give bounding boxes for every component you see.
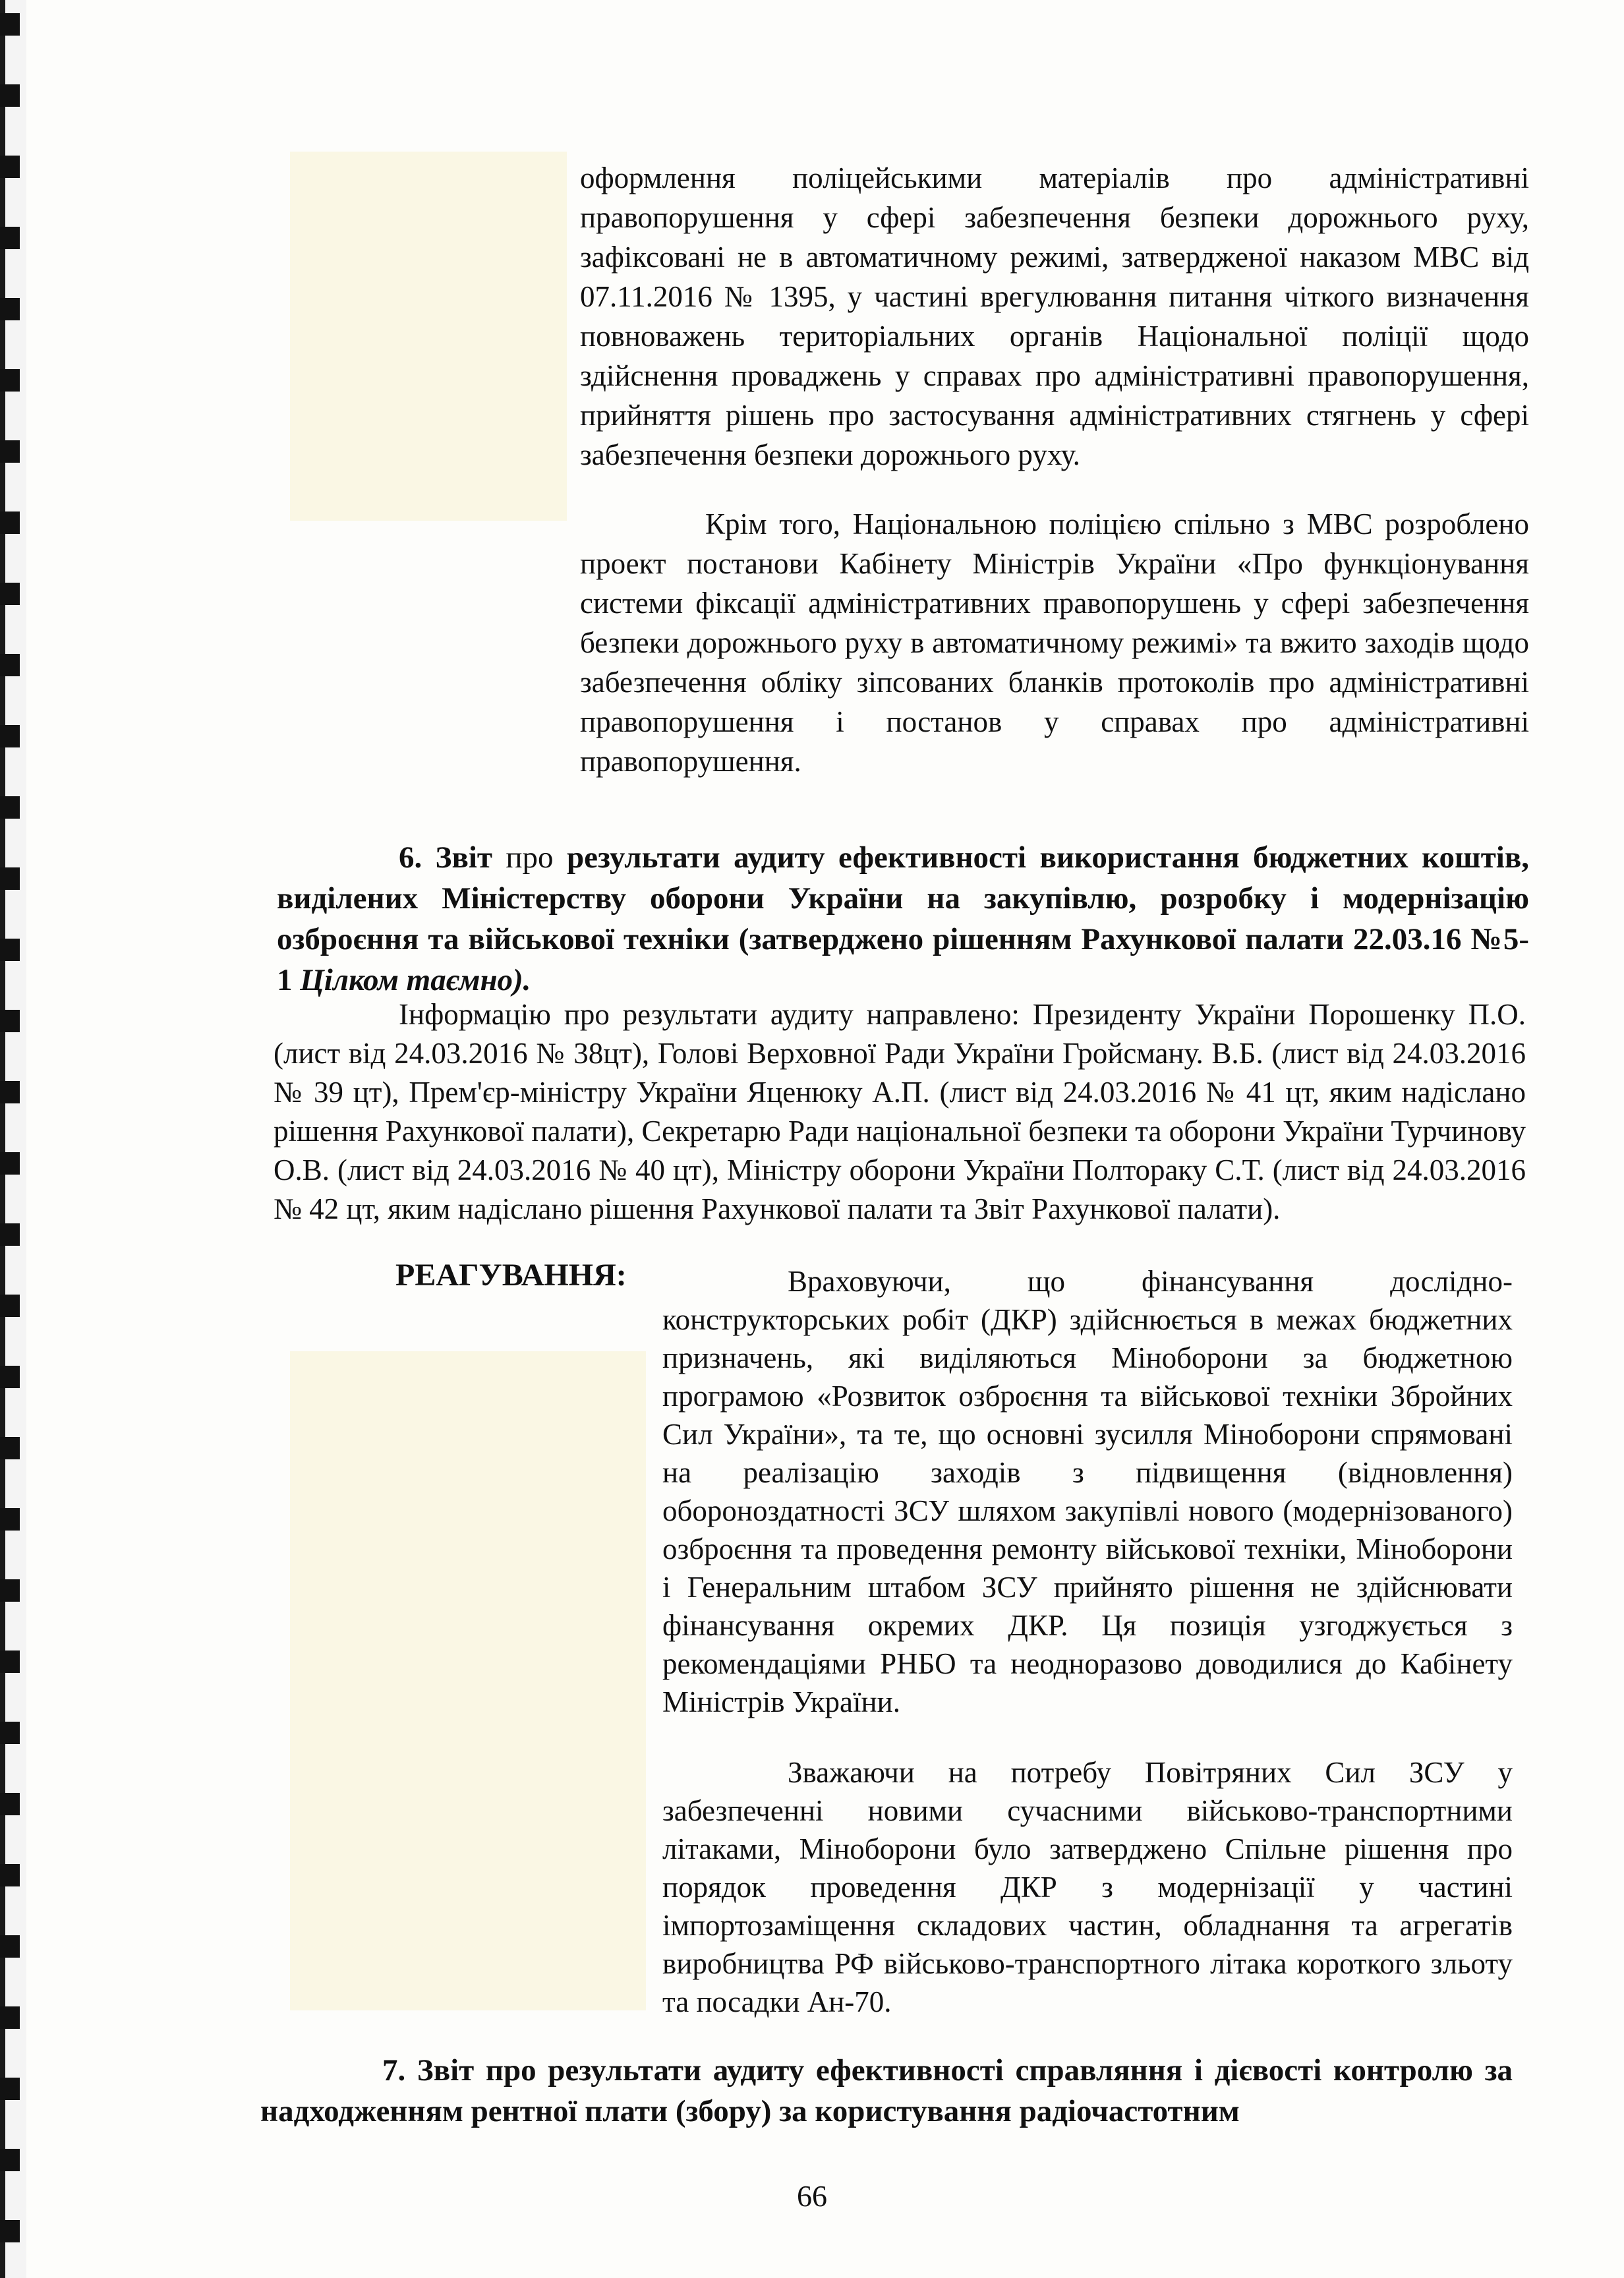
binding-tick [0,1793,20,1815]
section-6-title: результати аудиту ефективності використання бюджетних коштів, виділених Міністерству оборони України на закупівлю, розробку і модернізацію озброєння та військової техніки (затверджено рішенням Рахункової палати 22.03.16 №5-1 [277,840,1530,997]
response-label: РЕАГУВАННЯ: [395,1258,627,1293]
binding-tick [0,156,20,178]
section-7-heading [260,2050,1513,2132]
binding-tick [0,1295,20,1317]
binding-tick [0,1437,20,1459]
binding-tick [0,298,20,320]
section-6-word-pro: про [506,840,554,875]
section-6-word-zvit: Звіт [435,840,492,875]
binding-tick [0,1508,20,1531]
highlight-block-top [290,152,567,521]
binding-tick [0,13,20,36]
binding-tick [0,84,20,107]
binding-tick [0,654,20,676]
section-6-info-paragraph: Інформацію про результати аудиту направлено: Президенту України Порошенку П.О. (лист від 24.03.2016 № 38цт), Голові Верховної Ради України Гройсману. В.Б. (лист від 24.03.2016 № 39 цт), Прем'єр-міністру України Яценюку А.П. (лист від 24.03.2016 № 41 цт, яким надіслано рішення Рахункової палати), Секретарю Ради національної безпеки та оборони України Турчинову О.В. (лист від 24.03.2016 № 40 цт), Міністру оборони України Полтораку С.Т. (лист від 24.03.2016 № 42 цт, яким надіслано рішення Рахункової палати та Звіт Рахункової палати). [274,998,1526,1225]
binding-tick [0,1152,20,1175]
highlight-block-response [290,1351,646,2010]
binding-tick [0,227,20,249]
paragraph-police-materials: оформлення поліцейськими матеріалів про адміністративні правопорушення у сфері забезпечення безпеки дорожнього руху, зафіксовані не в автоматичному режимі, затвердженої наказом МВС від 07.11.2016 № 1395, у частині врегулювання питання чіткого визначення повноважень територіальних органів Національної поліції щодо здійснення проваджень у справах про адміністративні правопорушення, прийняття рішень про застосування адміністративних стягнень у сфері забезпечення безпеки дорожнього руху. [580,161,1529,471]
binding-tick [0,1010,20,1032]
spiral-binding [0,0,26,2278]
response-paragraph-1: Враховуючи, що фінансування дослідно-конструкторських робіт (ДКР) здійснюється в межах бюджетних призначень, які виділяються Міноборони за бюджетною програмою «Розвиток озброєння та військової техніки Збройних Сил України», та те, що основні зусилля Міноборони спрямовані на реалізацію заходів з підвищення (відновлення) обороноздатності ЗСУ шляхом закупівлі нового (модернізованого) озброєння та проведення ремонту військової техніки, Міноборони і Генеральним штабом ЗСУ прийнято рішення не здійснювати фінансування окремих ДКР. Ця позиція узгоджується з рекомендаціями РНБО та неодноразово доводилися до Кабінету Міністрів України. [662,1265,1513,1718]
paragraph-draft-resolution: Крім того, Національною поліцією спільно з МВС розроблено проект постанови Кабінету Міністрів України «Про функціонування системи фіксації адміністративних правопорушень у сфері забезпечення безпеки дорожнього руху в автоматичному режимі» та вжито заходів щодо забезпечення обліку зіпсованих бланків протоколів про адміністративні правопорушення і постанов у справах про адміністративні правопорушення. [580,508,1529,778]
binding-tick [0,725,20,747]
binding-tick [0,1935,20,1958]
section-7-number: 7. [382,2053,406,2088]
binding-tick [0,2149,20,2171]
section-6-number: 6. [399,840,422,875]
section-6-classification: Цілком таємно). [300,963,531,997]
binding-tick [0,511,20,534]
binding-tick [0,369,20,392]
binding-tick [0,796,20,819]
section-6-heading [277,837,1529,1001]
section-7-title: Звіт про результати аудиту ефективності справляння і дієвості контролю за надходженням рентної плати (збору) за користування радіочастотним [260,2053,1513,2128]
binding-tick [0,1722,20,1744]
binding-tick [0,867,20,890]
binding-tick [0,1579,20,1602]
binding-tick [0,583,20,605]
response-paragraph-2: Зважаючи на потребу Повітряних Сил ЗСУ у забезпеченні новими сучасними військово-транспортними літаками, Міноборони було затверджено Спільне рішення про порядок проведення ДКР з модернізації у частині імпортозаміщення складових частин, обладнання та агрегатів виробництва РФ військово-транспортного літака короткого зльоту та посадки Ан-70. [662,1756,1513,2018]
binding-tick [0,2078,20,2100]
binding-tick [0,1366,20,1388]
binding-tick [0,2220,20,2242]
binding-tick [0,1864,20,1886]
binding-tick [0,1081,20,1103]
binding-tick [0,2006,20,2029]
binding-tick [0,440,20,463]
page-number: 66 [797,2179,827,2213]
binding-tick [0,939,20,961]
binding-tick [0,1650,20,1673]
binding-tick [0,1223,20,1246]
